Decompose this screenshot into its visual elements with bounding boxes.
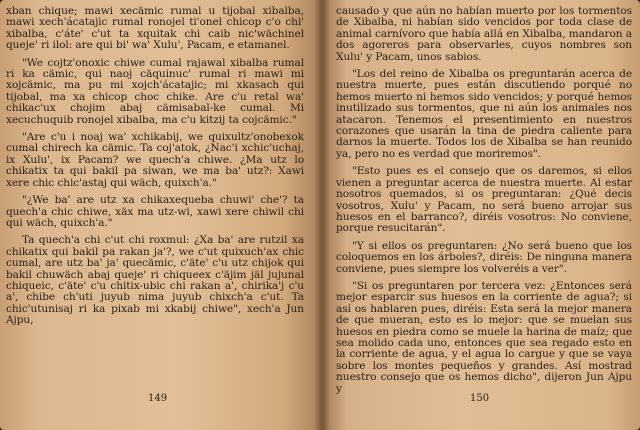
page-number-left: 149 <box>148 393 168 404</box>
right-page <box>322 0 640 430</box>
paragraph: "Si os preguntaren por tercera vez: ¿Entonces será mejor esparcir sus huesos en la corriente de agua?; si así os hablaren pues, diréis: Esta será la mejor manera de que mueran, esto es lo mejor: que se muelan sus huesos en piedra como se muele la harina de maíz; que sea molido cada uno, entonces que sea regado esto en la corriente de agua, y el agua lo cargue y que se vaya sobre los montes pequeños y grandes. Así mostrad nuestro consejo que os hemos dicho", dijeron Jun Ajpu y <box>336 279 632 395</box>
paragraph: "Los del reino de Xibalba os preguntarán acerca de nuestra muerte, pues están discutiendo porqué no hemos muerto ni hemos sido vencidos; y porqué hemos inutilizado sus tormentos, que ni aún los animales nos atacaron. Tenemos el presentimiento en nuestros corazones que usarán la tina de piedra caliente para darnos la muerte. Todos los de Xibalba se han reunido ya, pero no es verdad que moriremos". <box>336 68 632 160</box>
page-number-right: 150 <box>470 393 490 404</box>
paragraph: "Are c'u i noaj wa' xchikabij, we quixultz'onobexok cumal chirech ka cämic. Ta coj'atok, ¿Nac'i xchic'uchaj, ix Xulu', ix Pacam? we quech'a chiwe. ¿Ma utz lo chikatix ta qui bakil pa siwan, we ma ba' utz?: Xawi xere chic chic'astaj qui wäch, quixch'a." <box>6 131 304 189</box>
left-page-text <box>6 6 304 333</box>
paragraph: xban chique; mawi xecämic rumal u tijobal xibalba, mawi xech'ácatajic rumal ronojel ti'onel chicop c'o chi' xibalba, c'áte' c'ut ta xquitak chi caib nic'wächinel queje' ri ilol: are qui bi' wa' Xulu', Pacam, e etamanel. <box>6 5 304 52</box>
book-gutter <box>314 0 330 430</box>
paragraph: Ta quech'a chi c'ut chi roxmul: ¿Xa ba' are rutzil xa chikatix qui bakil pa rakan ja'?, we c'ut quixuch'ax chic cumal, are utz ba' ja' quecämic, c'äte' c'u utz chijok qui bakil chuwäch abaj queje' ri chiqueex c'äjim jäl jujunal chiqueic, c'äte' c'u chitix-ubic chi rakan a', chirika'j c'u a', chibe ch'uti juyub nima juyub chixch'a c'ut. Ta chic'utunisaj ri ka pixab mi xkabij chiwe", xech'a Jun Ajpu, <box>6 234 304 327</box>
paragraph: "We cojtz'onoxic chiwe cumal rajawal xibalba rumal ri ka cämic, qui naoj cäquinuc' rumal ri mawi mi xojcämic, ma pu mi xojch'ácatajic; mi xkasach qui tijobal, ma xa chicop choc chike. Are c'u retal wa' chikac'ux chojim abaj cämisabal-ke cumal. Mi xecuchuquib ronojel xibalba, ma c'u kitzij ta cojcämic." <box>6 56 304 126</box>
paragraph: "¿We ba' are utz xa chikaxequeba chuwi' che'? ta quech'a chic chiwe, xäx ma utz-wi, xawi xere chiwil chi qui wäch, quixch'a." <box>6 194 304 229</box>
paragraph: "Y si ellos os preguntaren: ¿No será bueno que los coloquemos en los árboles?, diréis: De ninguna manera conviene, pues siempre los volveréis a ver". <box>336 239 632 275</box>
paragraph: causado y que aún no habían muerto por los tormentos de Xibalba, ni habían sido vencidos por toda clase de animal carnívoro que había allá en Xibalba, mandaron a dos agoreros para observarles, cuyos nombres son Xulu' y Pacam, unos sabios. <box>336 5 632 63</box>
paragraph: "Esto pues es el consejo que os daremos, si ellos vienen a preguntar acerca de nuestra muerte. Al estar nosotros quemados, si os preguntaran: ¿Qué decis vosotros, Xulu' y Pacam, no será bueno arrojar sus huesos en el barranco?, diréis vosotros: No conviene, porque resucitarán". <box>336 165 632 235</box>
right-page-text <box>336 6 632 401</box>
